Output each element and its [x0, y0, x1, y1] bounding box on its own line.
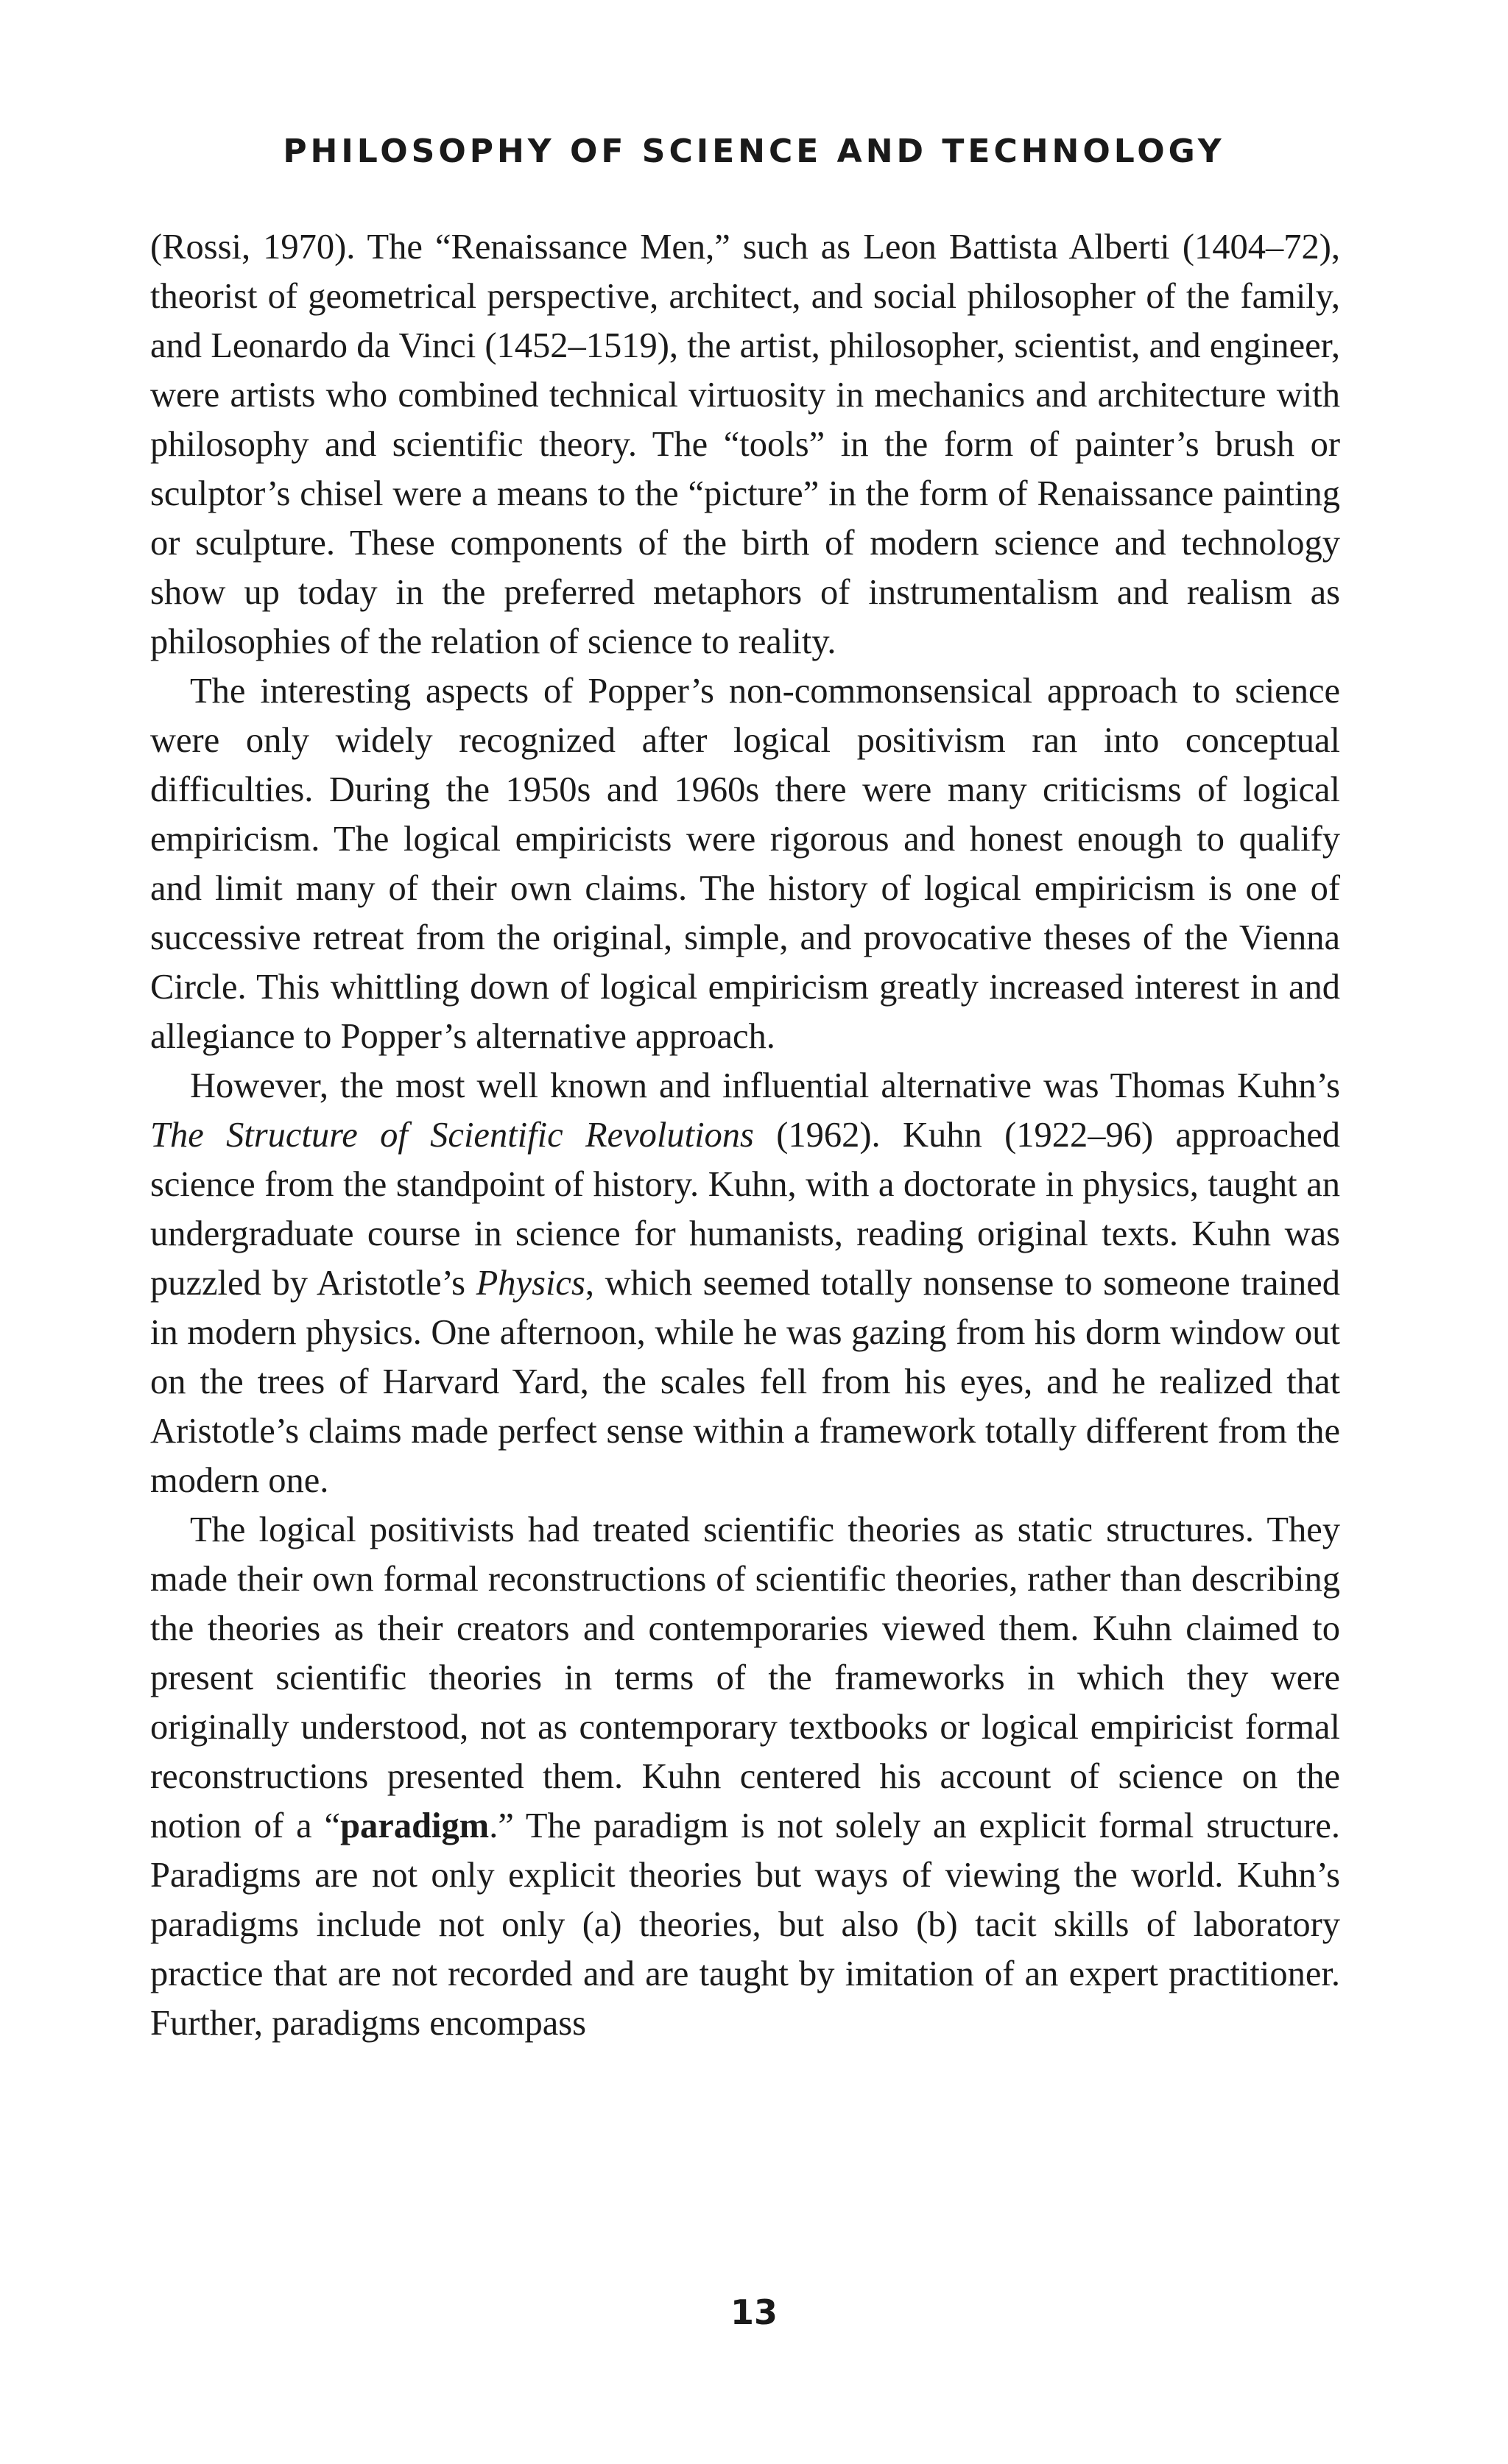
paragraph-2: The interesting aspects of Popper’s non-commonsensical approach to science were only widely recognized after logical positivism ran into conceptual difficulties. During the 1950s and 1960s there were many criticisms of logical empiricism. The logical empiricists were rigorous and honest enough to qualify and limit many of their own claims. The history of logical empiricism is one of successive retreat from the original, simple, and provocative theses of the Vienna Circle. This whittling down of logical empiricism greatly increased interest in and allegiance to Popper’s alternative approach.: [150, 672, 1340, 1056]
page-number: 13: [730, 2292, 778, 2332]
paragraph-1: (Rossi, 1970). The “Renaissance Men,” such as Leon Battista Alberti (1404–72), theorist of geometrical perspective, architect, and social philosopher of the family, and Leonardo da Vinci (1452–1519), the artist, philosopher, scientist, and engineer, were artists who combined technical virtuosity in mechanics and architecture with philosophy and scientific theory. The “tools” in the form of painter’s brush or sculptor’s chisel were a means to the “picture” in the form of Renaissance painting or sculpture. These components of the birth of modern science and technology show up today in the preferred metaphors of instrumentalism and realism as philosophies of the relation of science to reality.: [150, 228, 1340, 661]
paragraph-3-text-a: However, the most well known and influential alternative was Thomas Kuhn’s: [190, 1066, 1340, 1105]
running-head: PHILOSOPHY OF SCIENCE AND TECHNOLOGY: [283, 133, 1225, 170]
paragraph-3-text-c: , which seemed totally nonsense to someone trained in modern physics. One afternoon, while he was gazing from his dorm window out on the trees of Harvard Yard, the scales fell from his eyes, and he realized that Aristotle’s claims made perfect sense within a framework totally different from the modern one.: [150, 1264, 1340, 1500]
physics-title-italic: Physics: [476, 1264, 585, 1303]
paradigm-term-bold: paradigm: [340, 1806, 490, 1845]
paragraph-3: [150, 1061, 1340, 1505]
paragraph-4-text-b: .” The paradigm is not solely an explicit formal structure. Paradigms are not only explicit theories but ways of viewing the world. Kuhn’s paradigms include not only (a) theories, but also (b) tacit skills of laboratory practice that are not recorded and are taught by imitation of an expert practitioner. Further, paradigms encompass: [150, 1806, 1340, 2043]
body-text: [150, 222, 1340, 2048]
book-title-italic: The Structure of Scientific Revolutions: [150, 1116, 754, 1155]
paragraph-4: [150, 1505, 1340, 2048]
paragraph-3-text-b: (1962). Kuhn (1922–96) approached science from the standpoint of history. Kuhn, with a doctorate in physics, taught an undergraduate course in science for humanists, reading original texts. Kuhn was puzzled by Aristotle’s: [150, 1116, 1340, 1303]
paragraph-4-text-a: The logical positivists had treated scientific theories as static structures. They made their own formal reconstructions of scientific theories, rather than describing the theories as their creators and contemporaries viewed them. Kuhn claimed to present scientific theories in terms of the frameworks in which they were originally understood, not as contemporary textbooks or logical empiricist formal reconstructions presented them. Kuhn centered his account of science on the notion of a “: [150, 1510, 1340, 1845]
